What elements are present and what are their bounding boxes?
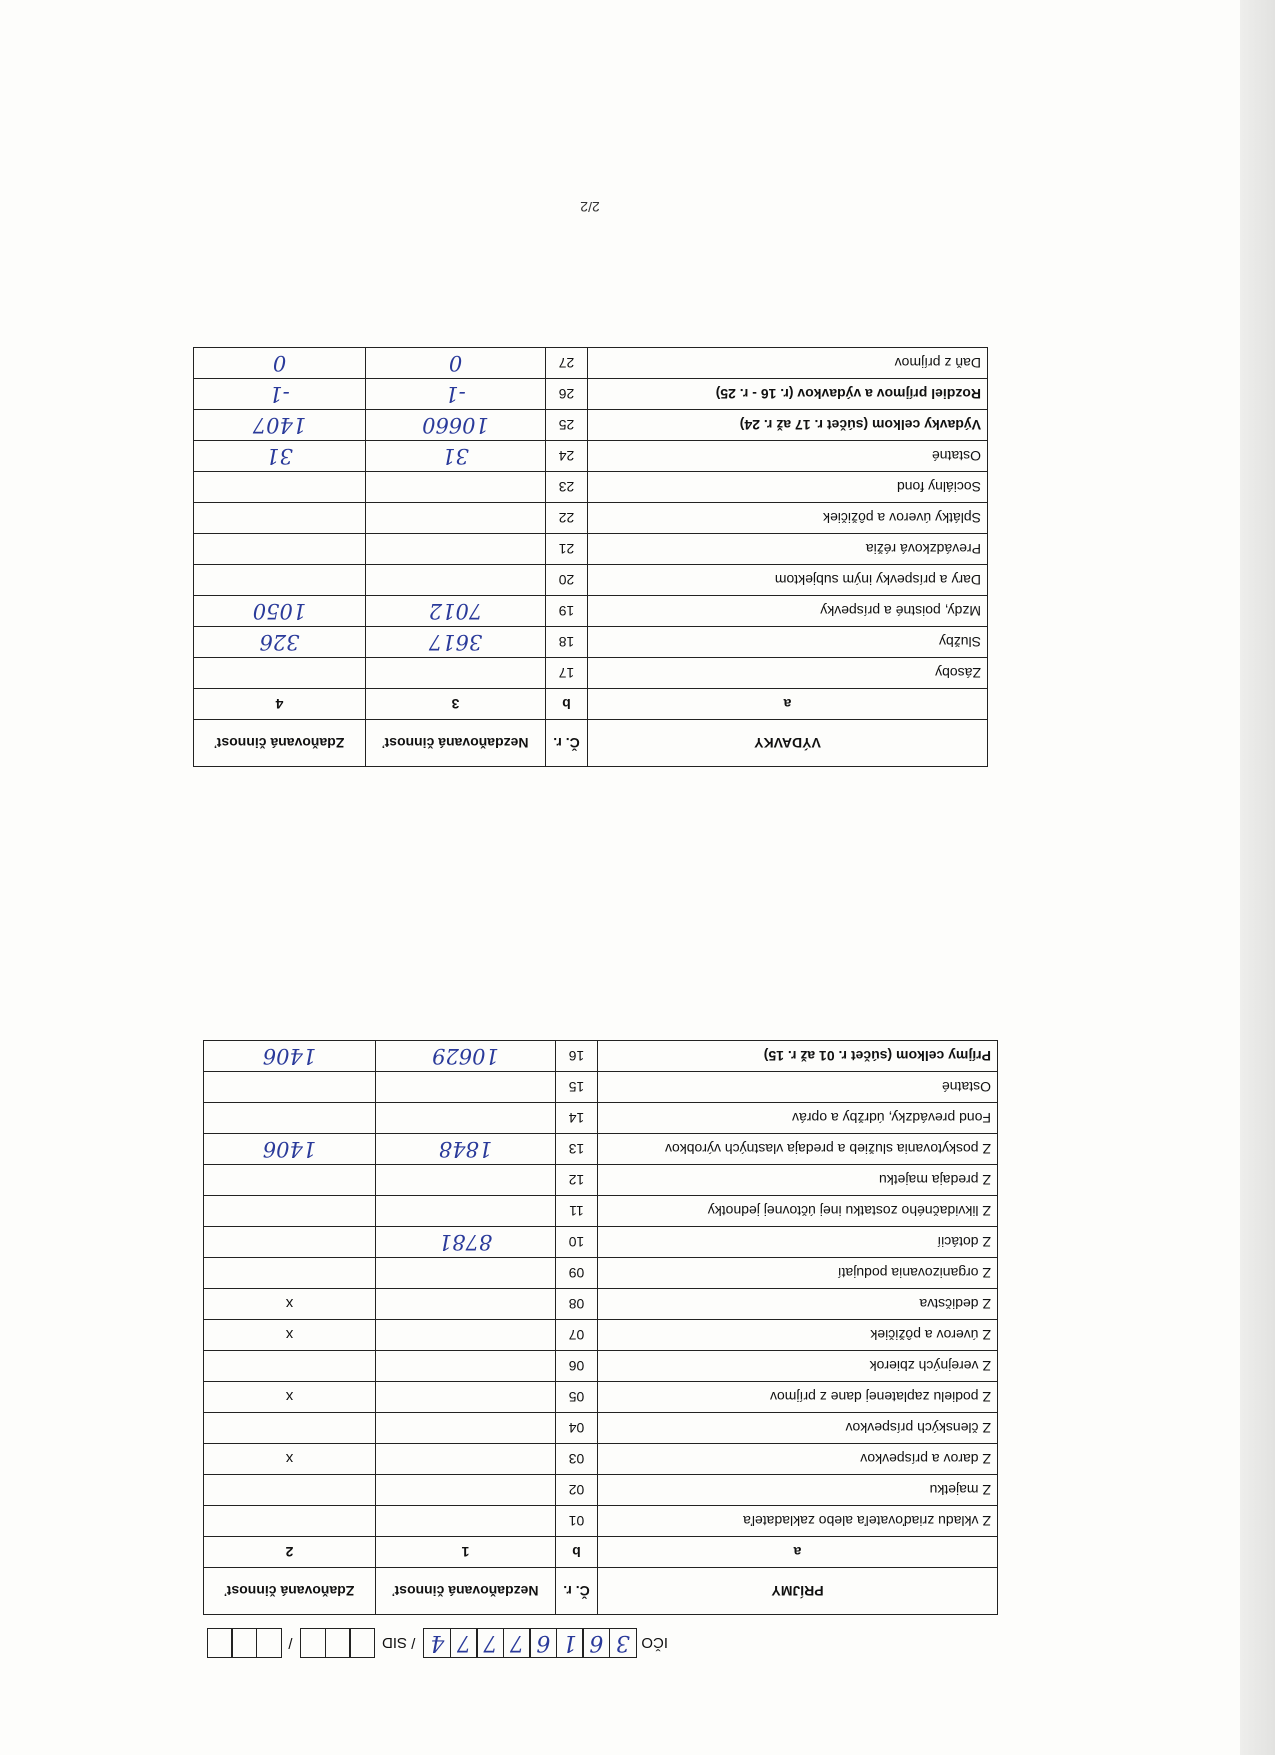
row-label: Daň z príjmov	[588, 348, 988, 379]
nezdanovana-header: Nezdaňovaná činnosť	[376, 1568, 556, 1615]
table-row	[204, 1041, 998, 1072]
prijmy-title: PRÍJMY	[598, 1568, 998, 1615]
zdanovana-value: x	[204, 1444, 376, 1475]
table-row	[204, 1289, 998, 1320]
nezdanovana-value: 7012	[366, 596, 546, 627]
nezdanovana-value	[366, 658, 546, 689]
vydavky-table	[193, 347, 988, 767]
table-row	[204, 1258, 998, 1289]
nezdanovana-value	[366, 472, 546, 503]
row-number-header: Č. r.	[556, 1568, 598, 1615]
scan-edge	[1240, 0, 1275, 1755]
row-label: Z členských príspevkov	[598, 1413, 998, 1444]
row-label: Z darov a príspevkov	[598, 1444, 998, 1475]
row-number: 16	[556, 1041, 598, 1072]
zdanovana-value: 1407	[194, 410, 366, 441]
table-row	[194, 410, 988, 441]
row-number-header: Č. r.	[546, 720, 588, 767]
row-number: 10	[556, 1227, 598, 1258]
row-number: 21	[546, 534, 588, 565]
row-number: 13	[556, 1134, 598, 1165]
zdanovana-value: -1	[194, 379, 366, 410]
row-number: 11	[556, 1196, 598, 1227]
table-row	[204, 1072, 998, 1103]
row-number: 23	[546, 472, 588, 503]
vydavky-header-row	[194, 720, 988, 767]
nezdanovana-value: 10629	[376, 1041, 556, 1072]
zdanovana-value	[194, 658, 366, 689]
row-label: Príjmy celkom (súčet r. 01 až r. 15)	[598, 1041, 998, 1072]
vydavky-title: VÝDAVKY	[588, 720, 988, 767]
row-label: Z úverov a pôžičiek	[598, 1320, 998, 1351]
subheader-a: a	[588, 689, 988, 720]
vydavky-body	[194, 348, 988, 767]
zdanovana-value	[204, 1165, 376, 1196]
table-row	[194, 534, 988, 565]
ico-digit: 6	[582, 1628, 610, 1658]
nezdanovana-value: 31	[366, 441, 546, 472]
row-number: 12	[556, 1165, 598, 1196]
sid-separator: /	[288, 1634, 293, 1652]
row-number: 22	[546, 503, 588, 534]
zdanovana-value	[204, 1351, 376, 1382]
row-label: Zásoby	[588, 658, 988, 689]
sid-box	[256, 1628, 282, 1658]
ico-digit: 7	[476, 1628, 504, 1658]
nezdanovana-value	[376, 1320, 556, 1351]
row-label: Služby	[588, 627, 988, 658]
prijmy-header-row	[204, 1568, 998, 1615]
row-label: Ostatné	[598, 1072, 998, 1103]
table-row	[204, 1382, 998, 1413]
row-label: Fond prevádzky, údržby a opráv	[598, 1103, 998, 1134]
ico-field	[207, 1628, 668, 1658]
table-row	[204, 1351, 998, 1382]
nezdanovana-value: 3617	[366, 627, 546, 658]
row-label: Z dedičstva	[598, 1289, 998, 1320]
nezdanovana-header: Nezdaňovaná činnosť	[366, 720, 546, 767]
table-row	[204, 1320, 998, 1351]
zdanovana-value	[204, 1475, 376, 1506]
table-row	[194, 348, 988, 379]
zdanovana-value: x	[204, 1382, 376, 1413]
nezdanovana-value	[376, 1289, 556, 1320]
nezdanovana-value	[376, 1165, 556, 1196]
table-row	[204, 1444, 998, 1475]
table-row	[204, 1165, 998, 1196]
table-row	[194, 379, 988, 410]
row-label: Prevádzková réžia	[588, 534, 988, 565]
row-number: 18	[546, 627, 588, 658]
row-number: 20	[546, 565, 588, 596]
nezdanovana-value	[376, 1103, 556, 1134]
row-label: Výdavky celkom (súčet r. 17 až r. 24)	[588, 410, 988, 441]
sid-box	[300, 1628, 326, 1658]
table-row	[204, 1413, 998, 1444]
sid-label: / SID	[381, 1634, 416, 1652]
row-label: Z likvidačného zostatku inej účtovnej jednotky	[598, 1196, 998, 1227]
zdanovana-value: x	[204, 1320, 376, 1351]
table-row	[194, 441, 988, 472]
nezdanovana-value	[366, 534, 546, 565]
row-number: 07	[556, 1320, 598, 1351]
subheader-4: 4	[194, 689, 366, 720]
subheader-3: 3	[366, 689, 546, 720]
nezdanovana-value	[366, 565, 546, 596]
zdanovana-value: 31	[194, 441, 366, 472]
row-label: Z organizovania podujatí	[598, 1258, 998, 1289]
zdanovana-value	[204, 1227, 376, 1258]
ico-digit: 6	[529, 1628, 557, 1658]
subheader-a: a	[598, 1537, 998, 1568]
row-label: Mzdy, poistné a príspevky	[588, 596, 988, 627]
row-label: Z dotácií	[598, 1227, 998, 1258]
row-number: 25	[546, 410, 588, 441]
zdanovana-value	[194, 503, 366, 534]
nezdanovana-value	[366, 503, 546, 534]
zdanovana-value: 1406	[204, 1134, 376, 1165]
row-number: 01	[556, 1506, 598, 1537]
table-row	[204, 1506, 998, 1537]
table-row	[204, 1196, 998, 1227]
zdanovana-value	[204, 1506, 376, 1537]
sid-box	[349, 1628, 375, 1658]
table-row	[194, 627, 988, 658]
nezdanovana-value: -1	[366, 379, 546, 410]
zdanovana-value	[204, 1413, 376, 1444]
row-label: Dary a príspevky iným subjektom	[588, 565, 988, 596]
ico-digit: 1	[556, 1628, 584, 1658]
row-number: 06	[556, 1351, 598, 1382]
sid-box	[325, 1628, 351, 1658]
row-label: Z verejných zbierok	[598, 1351, 998, 1382]
row-label: Sociálny fond	[588, 472, 988, 503]
table-row	[204, 1475, 998, 1506]
nezdanovana-value: 10660	[366, 410, 546, 441]
zdanovana-value	[194, 472, 366, 503]
row-label: Z predaja majetku	[598, 1165, 998, 1196]
nezdanovana-value: 0	[366, 348, 546, 379]
row-label: Z poskytovania služieb a predaja vlastných výrobkov	[598, 1134, 998, 1165]
prijmy-body	[204, 1041, 998, 1615]
table-row	[194, 472, 988, 503]
table-row	[204, 1134, 998, 1165]
row-label: Z podielu zaplatenej dane z príjmov	[598, 1382, 998, 1413]
subheader-b: b	[546, 689, 588, 720]
table-row	[194, 658, 988, 689]
zdanovana-value: 0	[194, 348, 366, 379]
sid-box	[207, 1628, 233, 1658]
nezdanovana-value	[376, 1196, 556, 1227]
row-number: 17	[546, 658, 588, 689]
row-number: 08	[556, 1289, 598, 1320]
row-number: 05	[556, 1382, 598, 1413]
row-label: Splátky úverov a pôžičiek	[588, 503, 988, 534]
ico-digit: 7	[450, 1628, 478, 1658]
table-row	[204, 1227, 998, 1258]
page-number: 2/2	[580, 199, 600, 215]
row-label: Z majetku	[598, 1475, 998, 1506]
table-row	[194, 565, 988, 596]
zdanovana-value: 1050	[194, 596, 366, 627]
subheader-2: 2	[204, 1537, 376, 1568]
table-row	[194, 503, 988, 534]
nezdanovana-value	[376, 1382, 556, 1413]
zdanovana-value: 1406	[204, 1041, 376, 1072]
prijmy-subheader-row	[204, 1537, 998, 1568]
row-label: Z vkladu zriaďovateľa alebo zakladateľa	[598, 1506, 998, 1537]
zdanovana-value	[194, 565, 366, 596]
row-number: 26	[546, 379, 588, 410]
nezdanovana-value: 8781	[376, 1227, 556, 1258]
nezdanovana-value	[376, 1506, 556, 1537]
zdanovana-value	[194, 534, 366, 565]
vydavky-subheader-row	[194, 689, 988, 720]
table-row	[204, 1103, 998, 1134]
zdanovana-header: Zdaňovaná činnosť	[204, 1568, 376, 1615]
zdanovana-value	[204, 1072, 376, 1103]
row-number: 02	[556, 1475, 598, 1506]
row-number: 09	[556, 1258, 598, 1289]
nezdanovana-value	[376, 1475, 556, 1506]
ico-digit: 3	[609, 1628, 637, 1658]
row-number: 14	[556, 1103, 598, 1134]
nezdanovana-value	[376, 1258, 556, 1289]
sid-box	[231, 1628, 257, 1658]
zdanovana-value	[204, 1103, 376, 1134]
row-label: Ostatné	[588, 441, 988, 472]
ico-label: IČO	[641, 1634, 668, 1652]
row-number: 03	[556, 1444, 598, 1475]
nezdanovana-value	[376, 1444, 556, 1475]
row-number: 24	[546, 441, 588, 472]
nezdanovana-value: 1848	[376, 1134, 556, 1165]
zdanovana-value	[204, 1258, 376, 1289]
subheader-1: 1	[376, 1537, 556, 1568]
table-row	[194, 596, 988, 627]
nezdanovana-value	[376, 1413, 556, 1444]
ico-digit: 7	[503, 1628, 531, 1658]
nezdanovana-value	[376, 1072, 556, 1103]
nezdanovana-value	[376, 1351, 556, 1382]
row-number: 04	[556, 1413, 598, 1444]
row-number: 27	[546, 348, 588, 379]
zdanovana-header: Zdaňovaná činnosť	[194, 720, 366, 767]
zdanovana-value: x	[204, 1289, 376, 1320]
zdanovana-value	[204, 1196, 376, 1227]
ico-digit: 4	[423, 1628, 451, 1658]
prijmy-table	[203, 1040, 998, 1615]
row-label: Rozdiel príjmov a výdavkov (r. 16 - r. 25)	[588, 379, 988, 410]
subheader-b: b	[556, 1537, 598, 1568]
row-number: 15	[556, 1072, 598, 1103]
zdanovana-value: 326	[194, 627, 366, 658]
row-number: 19	[546, 596, 588, 627]
